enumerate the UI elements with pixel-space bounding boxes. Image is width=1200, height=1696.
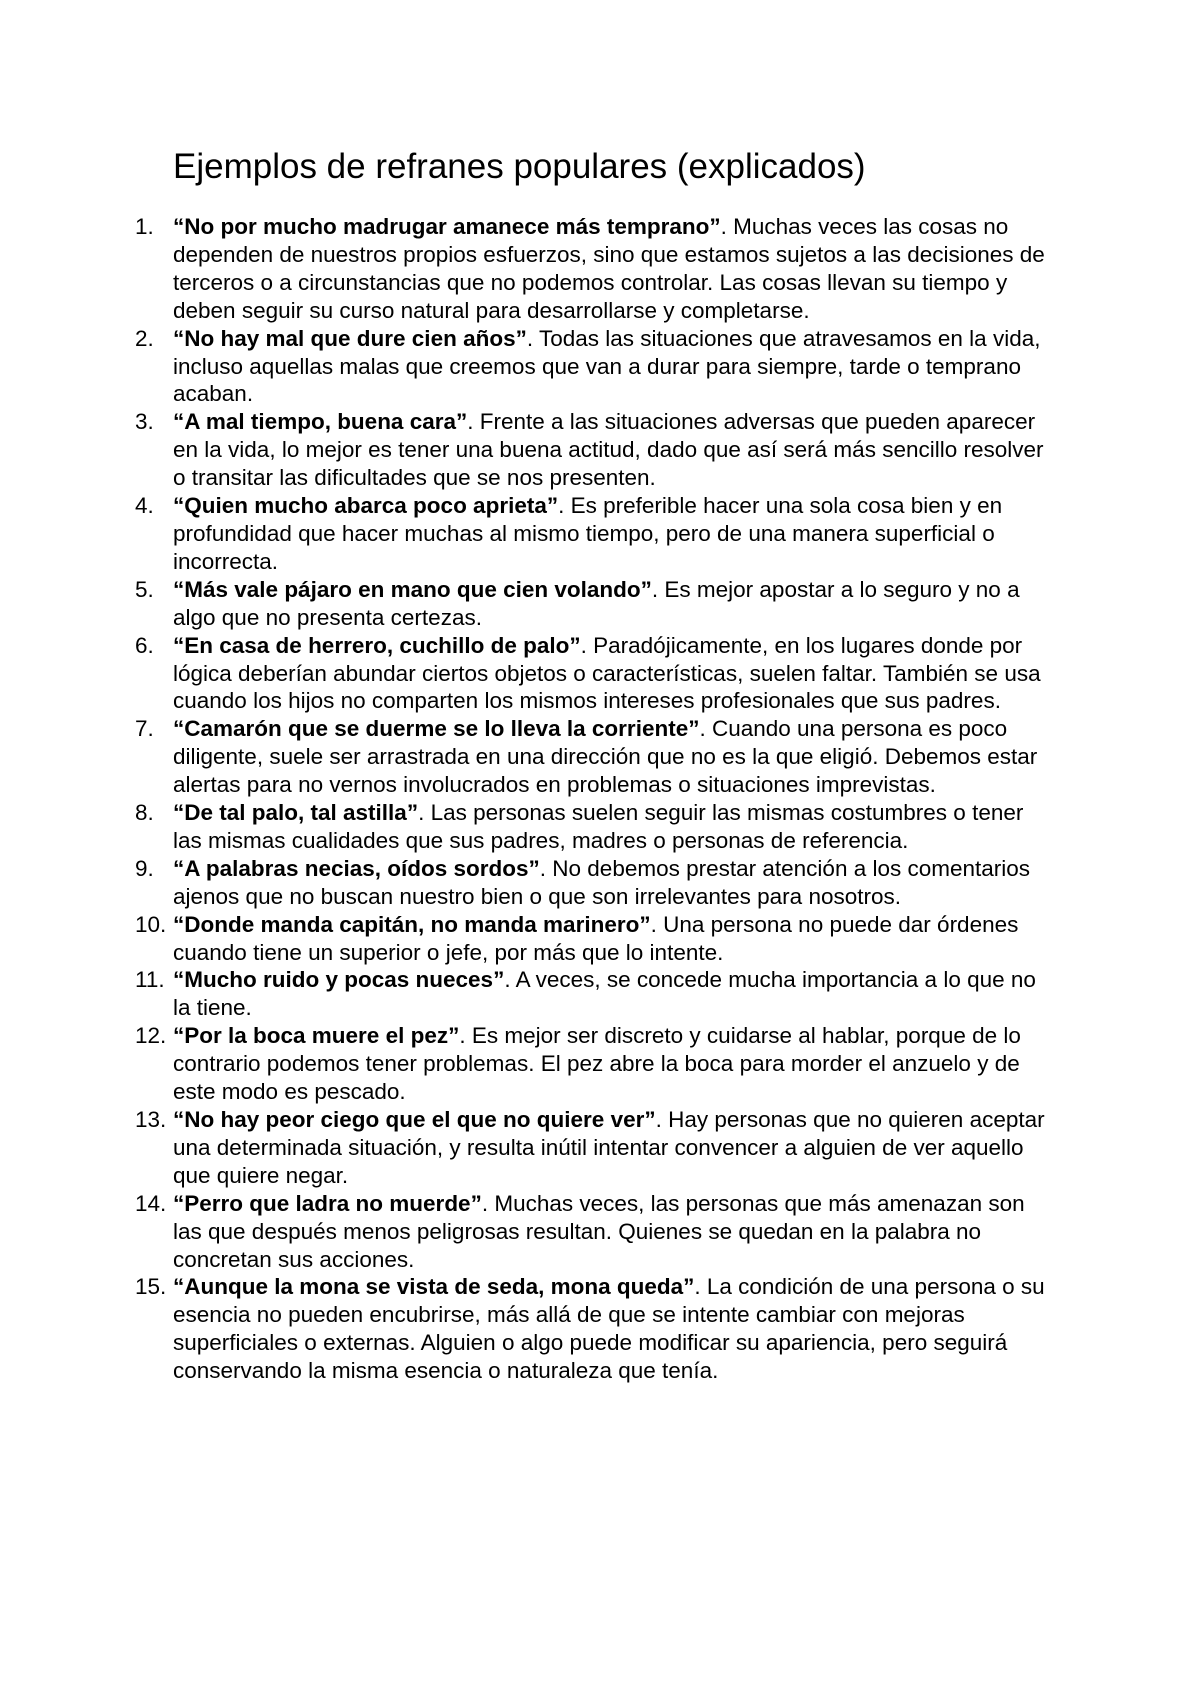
proverb-explanation: . Paradójicamente, en los lugares donde por lógica deberían abundar ciertos objetos o características, suelen faltar. También se usa cuando los hijos no comparten los mismos intereses profesionales que sus padres. (173, 632, 1041, 714)
proverb-explanation: . Muchas veces las cosas no dependen de nuestros propios esfuerzos, sino que estamos sujetos a las decisiones de terceros o a circunstancias que no podemos controlar. Las cosas llevan su tiempo y deben seguir su curso natural para desarrollarse y completarse. (173, 214, 1045, 323)
proverb-explanation: . Hay personas que no quieren aceptar una determinada situación, y resulta inútil intentar convencer a alguien de ver aquello que quiere negar. (173, 1107, 1045, 1188)
list-item-number: 6. (135, 632, 154, 658)
document-title: Ejemplos de refranes populares (explicados) (173, 147, 866, 186)
list-item-number: 14. (135, 1190, 167, 1216)
proverb-explanation: . A veces, se concede mucha importancia a lo que no la tiene. (173, 967, 1036, 1021)
proverb-saying: “De tal palo, tal astilla” (173, 800, 419, 826)
list-item-number: 11. (135, 967, 165, 993)
list-item (135, 1106, 1045, 1190)
list-item (135, 213, 1045, 325)
proverb-saying: “Más vale pájaro en mano que cien volando” (173, 576, 652, 602)
proverb-saying: “Mucho ruido y pocas nueces” (173, 967, 505, 993)
proverb-saying: “Camarón que se duerme se lo lleva la corriente” (173, 716, 700, 742)
proverb-saying: “No por mucho madrugar amanece más temprano” (173, 214, 721, 239)
list-item (135, 911, 1045, 967)
proverb-explanation: . Es mejor ser discreto y cuidarse al hablar, porque de lo contrario podemos tener problemas. El pez abre la boca para morder el anzuelo y de este modo es pescado. (173, 1023, 1021, 1105)
proverb-explanation: . La condición de una persona o su esencia no pueden encubrirse, más allá de que se intente cambiar con mejoras superficiales o externas. Alguien o algo puede modificar su apariencia, pero seguirá conservando la misma esencia o naturaleza que tenía. (173, 1274, 1045, 1384)
proverb-saying: “Aunque la mona se vista de seda, mona queda” (173, 1274, 695, 1300)
proverb-explanation: . Todas las situaciones que atravesamos en la vida, incluso aquellas malas que creemos que van a durar para siempre, tarde o temprano acaban. (173, 325, 1041, 407)
proverb-saying: “Por la boca muere el pez” (173, 1023, 460, 1049)
list-item-number: 12. (135, 1023, 167, 1049)
list-item (135, 1190, 1045, 1274)
list-item-number: 1. (135, 214, 154, 239)
list-item (135, 1022, 1045, 1106)
list-item (135, 325, 1045, 409)
list-item-number: 5. (135, 576, 154, 602)
list-item-number: 7. (135, 716, 154, 742)
list-item-number: 3. (135, 409, 154, 435)
list-item (135, 576, 1045, 632)
list-item-number: 13. (135, 1107, 167, 1132)
list-item (135, 632, 1045, 716)
list-item (135, 966, 1045, 1022)
list-item (135, 715, 1045, 799)
proverb-explanation: . Las personas suelen seguir las mismas costumbres o tener las mismas cualidades que sus padres, madres o personas de referencia. (173, 800, 1024, 853)
list-item (135, 408, 1045, 492)
list-item-number: 8. (135, 800, 154, 826)
proverb-explanation: . Una persona no puede dar órdenes cuando tiene un superior o jefe, por más que lo intente. (173, 911, 1019, 965)
proverb-explanation: . Muchas veces, las personas que más amenazan son las que después menos peligrosas resultan. Quienes se quedan en la palabra no concretan sus acciones. (173, 1190, 1025, 1272)
list-item (135, 799, 1045, 855)
proverb-saying: “Donde manda capitán, no manda marinero” (173, 911, 651, 937)
proverb-saying: “No hay mal que dure cien años” (173, 325, 527, 351)
list-item-number: 4. (135, 493, 154, 519)
list-item (135, 1273, 1045, 1385)
list-item-number: 10. (135, 911, 167, 937)
proverb-saying: “No hay peor ciego que el que no quiere ver” (173, 1107, 656, 1132)
list-item-number: 2. (135, 325, 154, 351)
proverb-explanation: . Es preferible hacer una sola cosa bien y en profundidad que hacer muchas al mismo tiempo, pero de una manera superficial o incorrecta. (173, 493, 1003, 574)
proverb-saying: “Quien mucho abarca poco aprieta” (173, 493, 559, 519)
proverb-explanation: . Es mejor apostar a lo seguro y no a algo que no presenta certezas. (173, 576, 1020, 630)
proverb-saying: “Perro que ladra no muerde” (173, 1190, 482, 1216)
list-item (135, 855, 1045, 911)
list-item (135, 492, 1045, 576)
proverb-explanation: . No debemos prestar atención a los comentarios ajenos que no buscan nuestro bien o que son irrelevantes para nosotros. (173, 855, 1031, 909)
proverb-saying: “A palabras necias, oídos sordos” (173, 855, 540, 881)
proverb-explanation: . Cuando una persona es poco diligente, suele ser arrastrada en una dirección que no es la que eligió. Debemos estar alertas para no vernos involucrados en problemas o situaciones imprevistas. (173, 716, 1038, 798)
proverb-saying: “En casa de herrero, cuchillo de palo” (173, 632, 581, 658)
proverb-explanation: . Frente a las situaciones adversas que pueden aparecer en la vida, lo mejor es tener una buena actitud, dado que así será más sencillo resolver o transitar las dificultades que se nos presenten. (173, 409, 1044, 491)
proverb-list (135, 213, 1045, 1385)
proverb-saying: “A mal tiempo, buena cara” (173, 409, 468, 435)
list-item-number: 15. (135, 1274, 167, 1300)
list-item-number: 9. (135, 855, 154, 881)
